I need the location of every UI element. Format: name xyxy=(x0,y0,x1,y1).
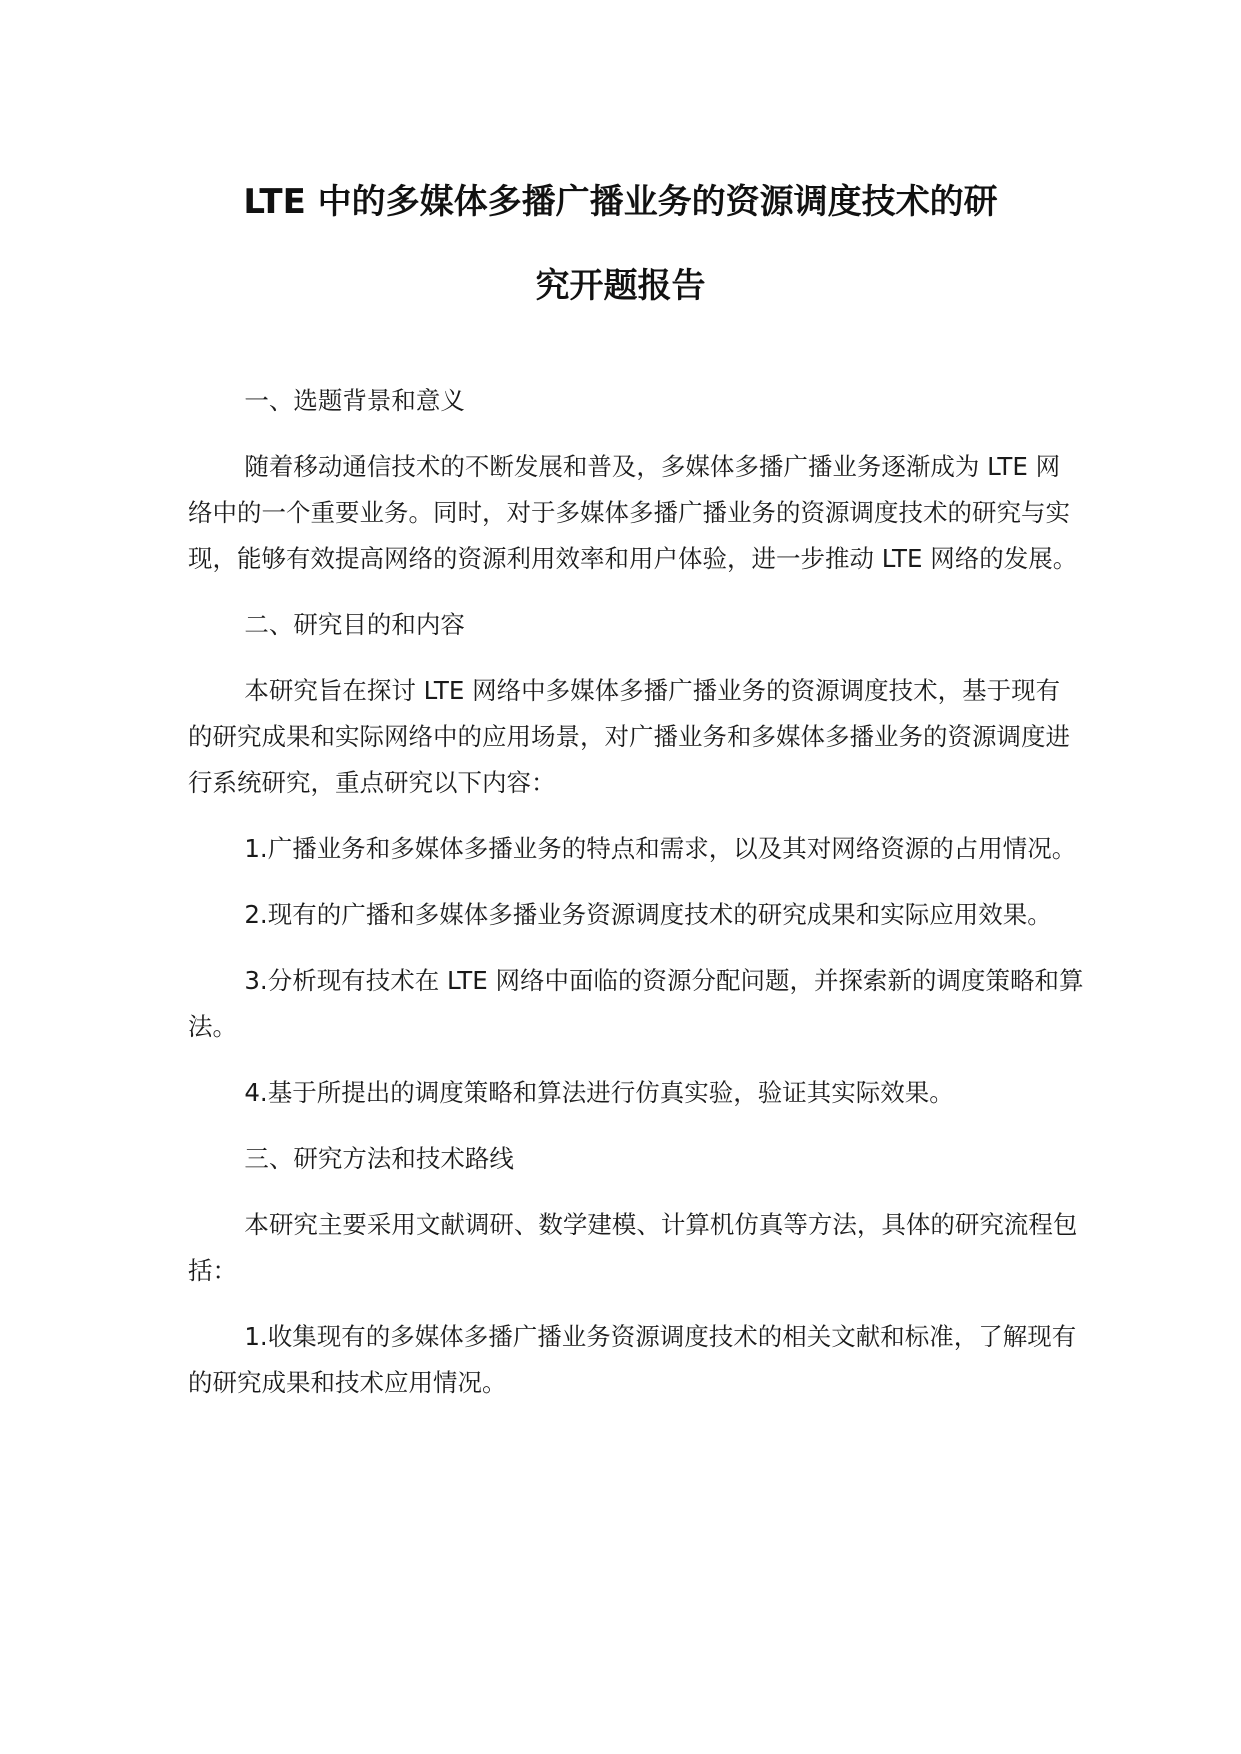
list-item: 1.收集现有的多媒体多播广播业务资源调度技术的相关文献和标准，了解现有的研究成果和技术应用情况。 xyxy=(188,1322,1077,1397)
list-item: 2.现有的广播和多媒体多播业务资源调度技术的研究成果和实际应用效果。 xyxy=(244,900,1052,929)
paragraph: 随着移动通信技术的不断发展和普及，多媒体多播广播业务逐渐成为 LTE 网络中的一个重要业务。同时，对于多媒体多播广播业务的资源调度技术的研究与实现，能够有效提高网络的资源利用效率和用户体验，进一步推动 LTE 网络的发展。 xyxy=(188,452,1078,573)
list-item: 3.分析现有技术在 LTE 网络中面临的资源分配问题，并探索新的调度策略和算法。 xyxy=(188,966,1084,1041)
section-heading: 二、研究目的和内容 xyxy=(244,610,465,639)
section-heading: 一、选题背景和意义 xyxy=(244,386,465,415)
list-item: 4.基于所提出的调度策略和算法进行仿真实验，验证其实际效果。 xyxy=(244,1078,954,1107)
paragraph: 本研究主要采用文献调研、数学建模、计算机仿真等方法，具体的研究流程包括： xyxy=(188,1210,1078,1285)
paragraph: 本研究旨在探讨 LTE 网络中多媒体多播广播业务的资源调度技术，基于现有的研究成果和实际网络中的应用场景，对广播业务和多媒体多播业务的资源调度进行系统研究，重点研究以下内容： xyxy=(188,676,1070,797)
document-title-line-1: LTE 中的多媒体多播广播业务的资源调度技术的研 xyxy=(243,182,998,222)
list-item: 1.广播业务和多媒体多播业务的特点和需求，以及其对网络资源的占用情况。 xyxy=(244,834,1077,863)
document-body xyxy=(188,378,1084,1426)
section-heading: 三、研究方法和技术路线 xyxy=(244,1144,514,1173)
document-title-line-2: 究开题报告 xyxy=(535,266,706,306)
